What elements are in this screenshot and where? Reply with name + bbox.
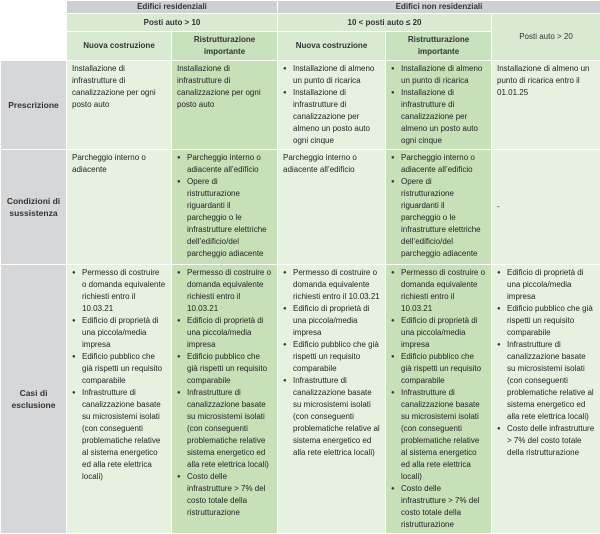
row-label-esclusione: Casi di esclusione xyxy=(1,265,67,534)
cell-condizioni-nonres-new: Parcheggio interno o adiacente all’edificio xyxy=(278,150,386,265)
row-condizioni xyxy=(1,150,600,265)
header-nonres-high-spots: Posti auto > 20 xyxy=(492,14,600,61)
list-item: ● Costo delle infrastrutture > 7% del costo totale della ristrutturazione xyxy=(187,471,272,519)
cell-esclusione-res-new xyxy=(67,265,172,534)
list-item: ● Permesso di costruire o domanda equivalente richiesti entro il 10.03.21 xyxy=(82,267,166,315)
list-item: ● Installazione di infrastrutture di canalizzazione per almeno un posto auto ogni cinque xyxy=(293,87,380,147)
header-residential: Edifici residenziali xyxy=(67,1,278,14)
cell-prescrizione-res-reno: Installazione di infrastrutture di canalizzazione per ogni posto auto xyxy=(172,61,278,150)
list-item: ● Edificio pubblico che già rispetti un requisito comparabile xyxy=(82,351,166,387)
list-item: ● Edificio pubblico che già rispetti un requisito comparabile xyxy=(401,351,486,387)
list-item: ● Costo delle infrastrutture > 7% del costo totale della ristrutturazione xyxy=(401,483,486,531)
cell-condizioni-nonres-high: - xyxy=(492,150,600,265)
row-prescrizione xyxy=(1,61,600,150)
header-col-new-nonres: Nuova costruzione xyxy=(278,32,386,61)
list-item: ● Installazione di infrastrutture di canalizzazione per almeno un posto auto ogni cinque xyxy=(401,87,486,147)
header-col-new-res: Nuova costruzione xyxy=(67,32,172,61)
cell-prescrizione-nonres-new xyxy=(278,61,386,150)
row-esclusione xyxy=(1,265,600,534)
corner-cell xyxy=(1,32,67,61)
list-item: ● Edificio pubblico che già rispetti un requisito comparabile xyxy=(507,303,595,339)
header-col-reno-res: Ristrutturazione importante xyxy=(172,32,278,61)
cell-prescrizione-nonres-reno xyxy=(386,61,492,150)
list-item: ● Permesso di costruire o domanda equivalente richiesti entro il 10.03.21 xyxy=(293,267,380,303)
cell-esclusione-nonres-new xyxy=(278,265,386,534)
list-item: ● Permesso di costruire o domanda equivalente richiesti entro il 10.03.21 xyxy=(401,267,486,315)
list-item: ● Infrastrutture di canalizzazione basate su microsistemi isolati (con conseguenti problematiche relative al sistema energetico ed alla rete elettrica locali) xyxy=(507,339,595,423)
cell-prescrizione-nonres-high: Installazione di almeno un punto di ricarica entro il 01.01.25 xyxy=(492,61,600,150)
list-item: ● Costo delle infrastrutture > 7% del costo totale della ristrutturazione xyxy=(507,423,595,459)
corner-cell xyxy=(1,1,67,14)
list-item: ● Opere di ristrutturazione riguardanti il parcheggio o le infrastrutture elettriche dell’edificio/del parcheggio adiacente xyxy=(401,176,486,260)
list-item: ● Edificio di proprietà di una piccola/media impresa xyxy=(293,303,380,339)
list-item: ● Infrastrutture di canalizzazione basate su microsistemi isolati (con conseguenti problematiche relative al sistema energetico ed alla rete elettrica locali) xyxy=(82,387,166,483)
cell-esclusione-res-reno xyxy=(172,265,278,534)
cell-esclusione-nonres-high xyxy=(492,265,600,534)
list-item: ● Installazione di almeno un punto di ricarica xyxy=(401,63,486,87)
row-label-prescrizione: Prescrizione xyxy=(1,61,67,150)
list-item: ● Edificio di proprietà di una piccola/media impresa xyxy=(507,267,595,303)
list-item: ● Edificio pubblico che già rispetti un requisito comparabile xyxy=(293,339,380,375)
list-item: ● Edificio di proprietà di una piccola/media impresa xyxy=(187,315,272,351)
cell-esclusione-nonres-reno xyxy=(386,265,492,534)
cell-prescrizione-res-new: Installazione di infrastrutture di canalizzazione per ogni posto auto xyxy=(67,61,172,150)
cell-condizioni-nonres-reno xyxy=(386,150,492,265)
list-item: ● Infrastrutture di canalizzazione basate su microsistemi isolati (con conseguenti problematiche relative al sistema energetico ed alla rete elettrica locali) xyxy=(293,375,380,459)
list-item: ● Parcheggio interno o adiacente all’edificio xyxy=(401,152,486,176)
list-item: ● Installazione di almeno un punto di ricarica xyxy=(293,63,380,87)
list-item: ● Edificio pubblico che già rispetti un requisito comparabile xyxy=(187,351,272,387)
cell-condizioni-res-new: Parcheggio interno o adiacente xyxy=(67,150,172,265)
header-non-residential: Edifici non residenziali xyxy=(278,1,600,14)
list-item: ● Infrastrutture di canalizzazione basate su microsistemi isolati (con conseguenti problematiche relative sistema energetico ed alla rete elettrica locali) xyxy=(187,387,272,471)
corner-cell xyxy=(1,14,67,32)
header-col-reno-nonres: Ristrutturazione importante xyxy=(386,32,492,61)
list-item: ● Infrastrutture di canalizzazione basate su microsistemi isolati (con conseguenti problematiche relative al sistema energetico ed alla rete elettrica locali) xyxy=(401,387,486,483)
header-res-spots: Posti auto > 10 xyxy=(67,14,278,32)
cell-condizioni-res-reno xyxy=(172,150,278,265)
list-item: ● Edificio di proprietà di una piccola/media impresa xyxy=(82,315,166,351)
list-item: ● Parcheggio interno o adiacente all’edificio xyxy=(187,152,272,176)
list-item: ● Permesso di costruire o domanda equivalente richiesti entro il 10.03.21 xyxy=(187,267,272,315)
row-label-condizioni: Condizioni di sussistenza xyxy=(1,150,67,265)
list-item: ● Opere di ristrutturazione riguardanti il parcheggio o le infrastrutture elettriche dell’edificio/del parcheggio adiacente xyxy=(187,176,272,260)
list-item: ● Edificio di proprietà di una piccola/media impresa xyxy=(401,315,486,351)
header-nonres-mid-spots: 10 < posti auto ≤ 20 xyxy=(278,14,492,32)
